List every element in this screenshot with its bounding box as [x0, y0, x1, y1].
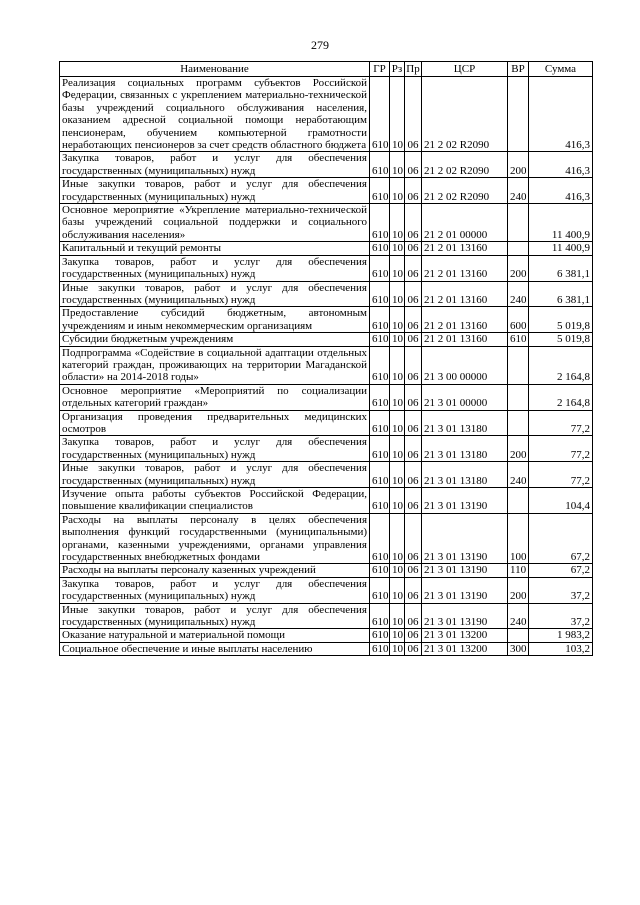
table-row [60, 488, 593, 514]
cell-pr: 06 [405, 462, 422, 488]
cell-vr: 240 [508, 462, 529, 488]
cell-rz: 10 [390, 255, 405, 281]
cell-name: Изучение опыта работы субъектов Российской Федерации, повышение квалификации специалистов [60, 488, 370, 514]
table-row [60, 513, 593, 564]
cell-gr: 610 [370, 436, 390, 462]
cell-rz: 10 [390, 436, 405, 462]
cell-pr: 06 [405, 333, 422, 346]
cell-rz: 10 [390, 462, 405, 488]
table-row [60, 642, 593, 655]
cell-csr: 21 3 01 13190 [422, 488, 508, 514]
cell-name: Закупка товаров, работ и услуг для обеспечения государственных (муниципальных) нужд [60, 577, 370, 603]
cell-pr: 06 [405, 513, 422, 564]
cell-name: Иные закупки товаров, работ и услуг для обеспечения государственных (муниципальных) нужд [60, 178, 370, 204]
cell-pr: 06 [405, 255, 422, 281]
cell-pr: 06 [405, 204, 422, 242]
header-gr: ГР [370, 62, 390, 77]
cell-gr: 610 [370, 178, 390, 204]
cell-sum: 67,2 [529, 513, 593, 564]
cell-gr: 610 [370, 513, 390, 564]
cell-vr: 200 [508, 152, 529, 178]
cell-pr: 06 [405, 488, 422, 514]
cell-csr: 21 3 01 13190 [422, 513, 508, 564]
cell-pr: 06 [405, 384, 422, 410]
cell-rz: 10 [390, 410, 405, 436]
cell-gr: 610 [370, 346, 390, 384]
cell-name: Субсидии бюджетным учреждениям [60, 333, 370, 346]
cell-gr: 610 [370, 242, 390, 255]
cell-pr: 06 [405, 152, 422, 178]
cell-vr: 240 [508, 281, 529, 307]
cell-csr: 21 3 01 13180 [422, 436, 508, 462]
header-pr: Пр [406, 62, 420, 75]
cell-vr [508, 629, 529, 642]
cell-name: Предоставление субсидий бюджетным, автономным учреждениям и иным некоммерческим организациям [60, 307, 370, 333]
cell-gr: 610 [370, 629, 390, 642]
cell-sum: 104,4 [529, 488, 593, 514]
table-row [60, 410, 593, 436]
cell-csr: 21 3 00 00000 [422, 346, 508, 384]
cell-csr: 21 2 01 13160 [422, 333, 508, 346]
cell-sum: 6 381,1 [529, 255, 593, 281]
cell-name: Иные закупки товаров, работ и услуг для обеспечения государственных (муниципальных) нужд [60, 603, 370, 629]
cell-sum: 1 983,2 [529, 629, 593, 642]
cell-pr: 06 [405, 564, 422, 577]
table-row [60, 436, 593, 462]
table-row [60, 307, 593, 333]
cell-rz: 10 [390, 384, 405, 410]
cell-rz: 10 [390, 642, 405, 655]
cell-pr: 06 [405, 629, 422, 642]
cell-gr: 610 [370, 384, 390, 410]
table-row [60, 603, 593, 629]
cell-csr: 21 2 01 13160 [422, 281, 508, 307]
cell-gr: 610 [370, 462, 390, 488]
cell-name: Капитальный и текущий ремонты [60, 242, 370, 255]
cell-gr: 610 [370, 603, 390, 629]
cell-vr [508, 488, 529, 514]
cell-pr: 06 [405, 77, 422, 152]
cell-name: Расходы на выплаты персоналу казенных учреждений [60, 564, 370, 577]
cell-gr: 610 [370, 77, 390, 152]
table-row [60, 629, 593, 642]
budget-table [59, 61, 593, 656]
cell-csr: 21 3 01 13190 [422, 603, 508, 629]
cell-csr: 21 3 01 13200 [422, 629, 508, 642]
cell-sum: 416,3 [529, 77, 593, 152]
cell-gr: 610 [370, 577, 390, 603]
cell-sum: 11 400,9 [529, 204, 593, 242]
cell-sum: 2 164,8 [529, 346, 593, 384]
cell-sum: 5 019,8 [529, 307, 593, 333]
cell-pr: 06 [405, 577, 422, 603]
table-row [60, 152, 593, 178]
cell-rz: 10 [390, 577, 405, 603]
cell-name: Закупка товаров, работ и услуг для обеспечения государственных (муниципальных) нужд [60, 152, 370, 178]
table-row [60, 462, 593, 488]
cell-gr: 610 [370, 333, 390, 346]
cell-pr: 06 [405, 642, 422, 655]
cell-gr: 610 [370, 488, 390, 514]
cell-rz: 10 [390, 603, 405, 629]
cell-pr: 06 [405, 410, 422, 436]
cell-sum: 77,2 [529, 410, 593, 436]
cell-csr: 21 3 01 13190 [422, 577, 508, 603]
header-name: Наименование [60, 62, 370, 77]
cell-name: Иные закупки товаров, работ и услуг для обеспечения государственных (муниципальных) нужд [60, 281, 370, 307]
cell-gr: 610 [370, 642, 390, 655]
cell-sum: 103,2 [529, 642, 593, 655]
cell-rz: 10 [390, 564, 405, 577]
table-row [60, 204, 593, 242]
table-body [60, 77, 593, 656]
cell-rz: 10 [390, 242, 405, 255]
cell-sum: 2 164,8 [529, 384, 593, 410]
cell-rz: 10 [390, 333, 405, 346]
cell-pr: 06 [405, 603, 422, 629]
table-row [60, 178, 593, 204]
cell-vr [508, 77, 529, 152]
cell-name: Организация проведения предварительных медицинских осмотров [60, 410, 370, 436]
cell-csr: 21 3 01 00000 [422, 384, 508, 410]
cell-pr: 06 [405, 242, 422, 255]
table-row [60, 333, 593, 346]
table-row [60, 77, 593, 152]
cell-pr: 06 [405, 307, 422, 333]
cell-csr: 21 2 01 13160 [422, 307, 508, 333]
cell-pr: 06 [405, 346, 422, 384]
cell-csr: 21 2 02 R2090 [422, 77, 508, 152]
cell-csr: 21 2 02 R2090 [422, 152, 508, 178]
cell-gr: 610 [370, 255, 390, 281]
cell-gr: 610 [370, 152, 390, 178]
cell-vr: 100 [508, 513, 529, 564]
cell-vr: 110 [508, 564, 529, 577]
table-row [60, 564, 593, 577]
cell-pr: 06 [405, 281, 422, 307]
cell-vr [508, 384, 529, 410]
cell-vr [508, 242, 529, 255]
table-row [60, 384, 593, 410]
cell-name: Расходы на выплаты персоналу в целях обеспечения выполнения функций государственными (муниципальными) органами, казенными учреждениями, органами управления государственных внебюджетных фондами [60, 513, 370, 564]
cell-sum: 77,2 [529, 462, 593, 488]
cell-vr [508, 410, 529, 436]
cell-sum: 416,3 [529, 152, 593, 178]
header-vr: ВР [508, 62, 529, 77]
cell-pr: 06 [405, 178, 422, 204]
cell-sum: 37,2 [529, 603, 593, 629]
cell-rz: 10 [390, 178, 405, 204]
cell-rz: 10 [390, 307, 405, 333]
cell-sum: 77,2 [529, 436, 593, 462]
cell-name: Реализация социальных программ субъектов Российской Федерации, связанных с укреплением материально-технической базы учреждений социального обслуживания населения, оказанием адресной социальной помощи неработающим пенсионерам, обучением компьютерной грамотности неработающих пенсионеров за счет средств областного бюджета [60, 77, 370, 152]
cell-vr: 300 [508, 642, 529, 655]
header-sum: Сумма [529, 62, 593, 77]
cell-vr: 200 [508, 577, 529, 603]
table-row [60, 281, 593, 307]
cell-gr: 610 [370, 564, 390, 577]
cell-pr: 06 [405, 436, 422, 462]
cell-sum: 5 019,8 [529, 333, 593, 346]
cell-rz: 10 [390, 513, 405, 564]
cell-sum: 6 381,1 [529, 281, 593, 307]
cell-csr: 21 3 01 13180 [422, 462, 508, 488]
cell-name: Подпрограмма «Содействие в социальной адаптации отдельных категорий граждан, проживающих на территории Магаданской области» на 2014-2018 годы» [60, 346, 370, 384]
cell-csr: 21 2 02 R2090 [422, 178, 508, 204]
cell-rz: 10 [390, 281, 405, 307]
cell-vr: 200 [508, 436, 529, 462]
cell-vr [508, 204, 529, 242]
cell-vr: 610 [508, 333, 529, 346]
cell-name: Оказание натуральной и материальной помощи [60, 629, 370, 642]
cell-vr: 600 [508, 307, 529, 333]
cell-rz: 10 [390, 152, 405, 178]
table-row [60, 577, 593, 603]
cell-name: Иные закупки товаров, работ и услуг для обеспечения государственных (муниципальных) нужд [60, 462, 370, 488]
cell-rz: 10 [390, 629, 405, 642]
cell-sum: 11 400,9 [529, 242, 593, 255]
cell-gr: 610 [370, 281, 390, 307]
cell-csr: 21 3 01 13190 [422, 564, 508, 577]
cell-csr: 21 3 01 13200 [422, 642, 508, 655]
cell-rz: 10 [390, 77, 405, 152]
table-row [60, 255, 593, 281]
cell-name: Основное мероприятие «Мероприятий по социализации отдельных категорий граждан» [60, 384, 370, 410]
table-row [60, 346, 593, 384]
header-rz: Рз [390, 62, 405, 77]
cell-rz: 10 [390, 488, 405, 514]
cell-gr: 610 [370, 410, 390, 436]
cell-csr: 21 2 01 13160 [422, 242, 508, 255]
cell-name: Закупка товаров, работ и услуг для обеспечения государственных (муниципальных) нужд [60, 436, 370, 462]
cell-rz: 10 [390, 204, 405, 242]
table-row [60, 242, 593, 255]
cell-vr [508, 346, 529, 384]
cell-sum: 37,2 [529, 577, 593, 603]
cell-name: Социальное обеспечение и иные выплаты населению [60, 642, 370, 655]
cell-sum: 67,2 [529, 564, 593, 577]
cell-vr: 240 [508, 603, 529, 629]
header-row [60, 62, 593, 77]
cell-csr: 21 2 01 13160 [422, 255, 508, 281]
page-number: 279 [311, 38, 329, 52]
cell-rz: 10 [390, 346, 405, 384]
cell-gr: 610 [370, 204, 390, 242]
cell-csr: 21 2 01 00000 [422, 204, 508, 242]
cell-name: Основное мероприятие «Укрепление материально-технической базы учреждений социальной поддержки и социального обслуживания населения» [60, 204, 370, 242]
cell-vr: 200 [508, 255, 529, 281]
header-csr: ЦСР [422, 62, 508, 77]
cell-vr: 240 [508, 178, 529, 204]
cell-name: Закупка товаров, работ и услуг для обеспечения государственных (муниципальных) нужд [60, 255, 370, 281]
cell-sum: 416,3 [529, 178, 593, 204]
cell-csr: 21 3 01 13180 [422, 410, 508, 436]
cell-gr: 610 [370, 307, 390, 333]
